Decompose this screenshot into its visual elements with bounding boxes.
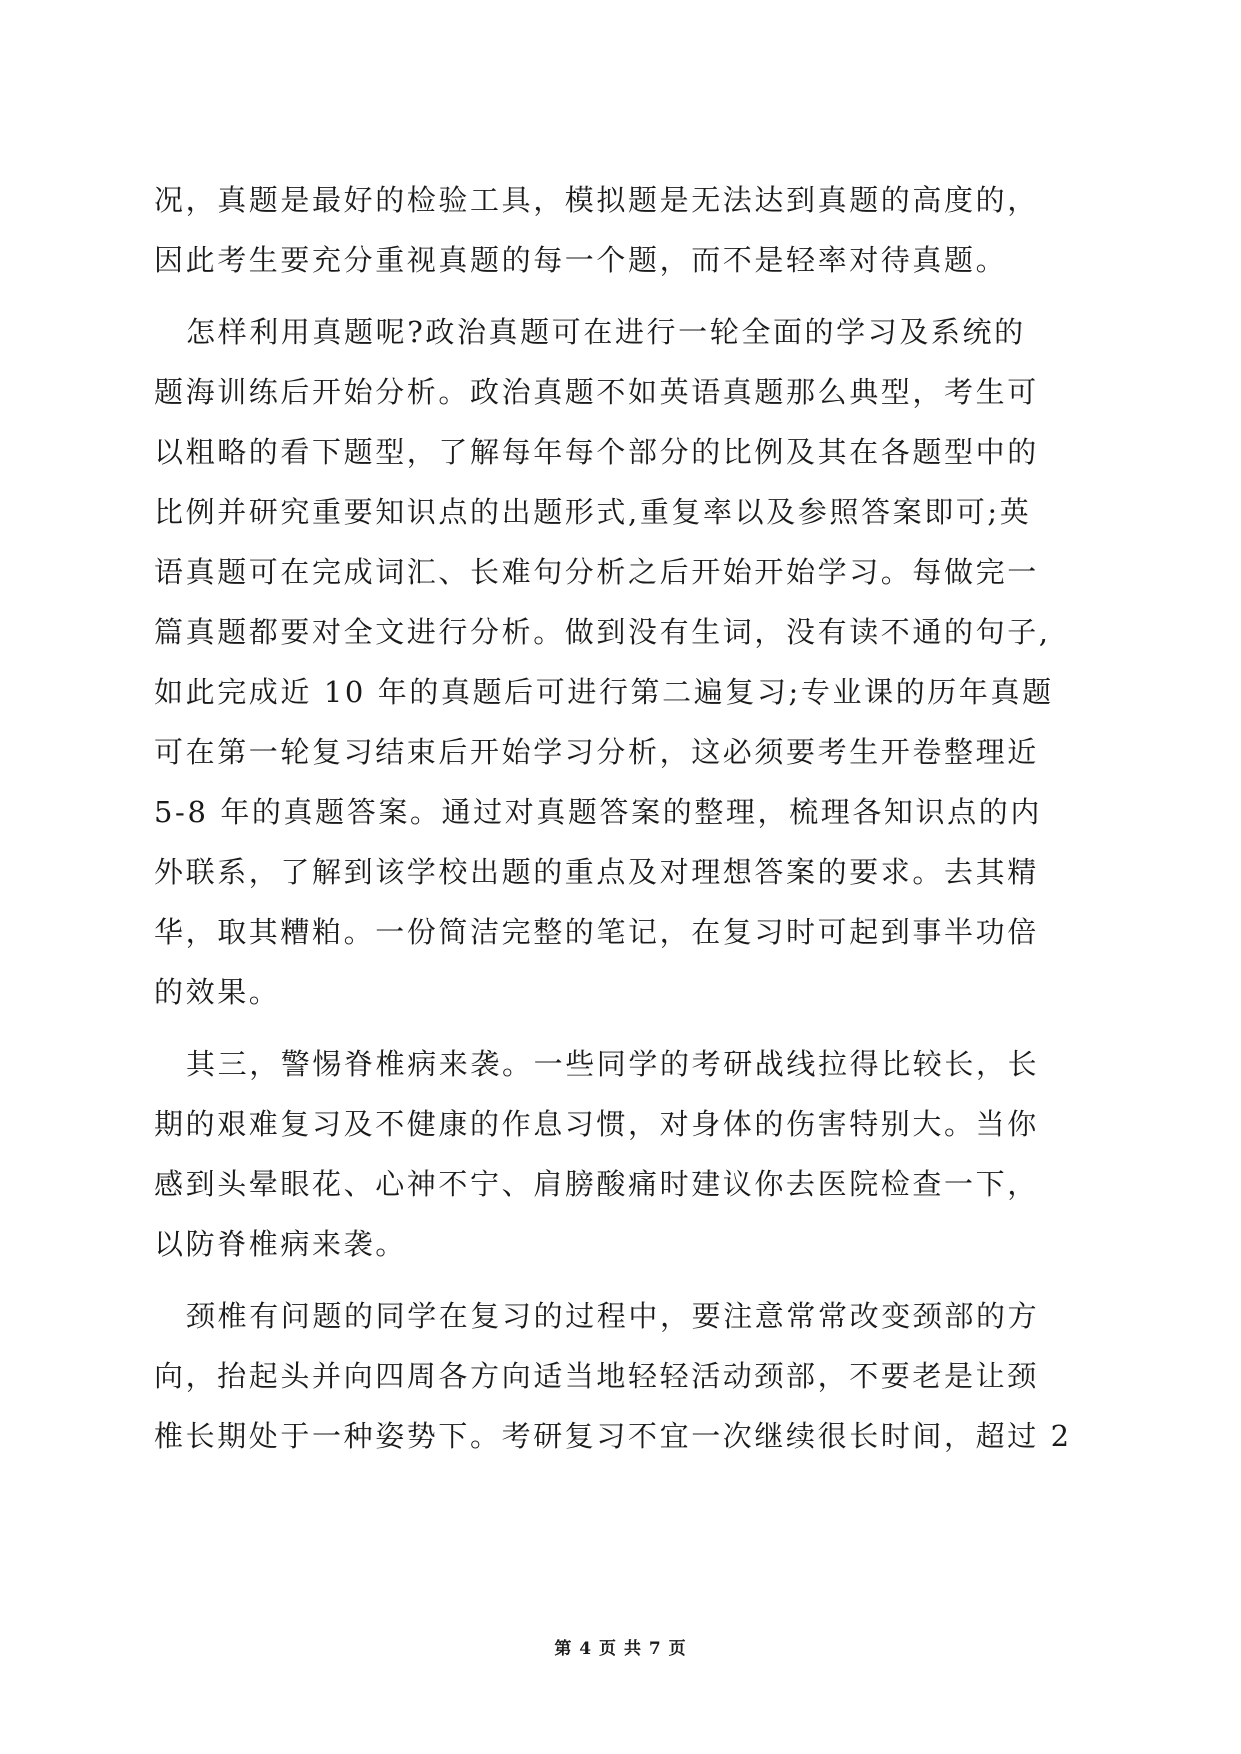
text-line: 可在第一轮复习结束后开始学习分析，这必须要考生开卷整理近 xyxy=(154,735,1039,769)
body-text xyxy=(154,170,1094,1466)
text-line: 题海训练后开始分析。政治真题不如英语真题那么典型，考生可 xyxy=(154,375,1039,409)
text-line: 期的艰难复习及不健康的作息习惯，对身体的伤害特别大。当你 xyxy=(154,1107,1039,1141)
text-line: 怎样利用真题呢?政治真题可在进行一轮全面的学习及系统的 xyxy=(186,315,1026,349)
text-line: 语真题可在完成词汇、长难句分析之后开始开始学习。每做完一 xyxy=(154,555,1039,589)
text-line: 以防脊椎病来袭。 xyxy=(154,1227,407,1261)
text-line: 以粗略的看下题型，了解每年每个部分的比例及其在各题型中的 xyxy=(154,435,1039,469)
paragraph-2 xyxy=(154,302,1094,1022)
paragraph-3 xyxy=(154,1034,1094,1274)
text-line: 因此考生要充分重视真题的每一个题，而不是轻率对待真题。 xyxy=(154,243,1008,277)
text-line: 颈椎有问题的同学在复习的过程中，要注意常常改变颈部的方 xyxy=(186,1299,1040,1333)
text-line: 如此完成近 10 年的真题后可进行第二遍复习;专业课的历年真题 xyxy=(154,675,1054,709)
page-number-footer: 第 4 页 共 7 页 xyxy=(554,1639,687,1659)
text-line: 5-8 年的真题答案。通过对真题答案的整理，梳理各知识点的内 xyxy=(154,795,1042,829)
text-line: 其三，警惕脊椎病来袭。一些同学的考研战线拉得比较长，长 xyxy=(186,1047,1040,1081)
text-line: 外联系，了解到该学校出题的重点及对理想答案的要求。去其精 xyxy=(154,855,1039,889)
paragraph-1 xyxy=(154,170,1094,290)
text-line: 况，真题是最好的检验工具，模拟题是无法达到真题的高度的， xyxy=(154,183,1039,217)
text-line: 的效果。 xyxy=(154,975,281,1009)
text-line: 感到头晕眼花、心神不宁、肩膀酸痛时建议你去医院检查一下， xyxy=(154,1167,1039,1201)
paragraph-4 xyxy=(154,1286,1094,1466)
text-line: 华，取其糟粕。一份简洁完整的笔记，在复习时可起到事半功倍 xyxy=(154,915,1039,949)
text-line: 向，抬起头并向四周各方向适当地轻轻活动颈部，不要老是让颈 xyxy=(154,1359,1039,1393)
text-line: 篇真题都要对全文进行分析。做到没有生词，没有读不通的句子, xyxy=(154,615,1051,649)
text-line: 椎长期处于一种姿势下。考研复习不宜一次继续很长时间，超过 2 xyxy=(154,1419,1072,1453)
text-line: 比例并研究重要知识点的出题形式,重复率以及参照答案即可;英 xyxy=(154,495,1032,529)
